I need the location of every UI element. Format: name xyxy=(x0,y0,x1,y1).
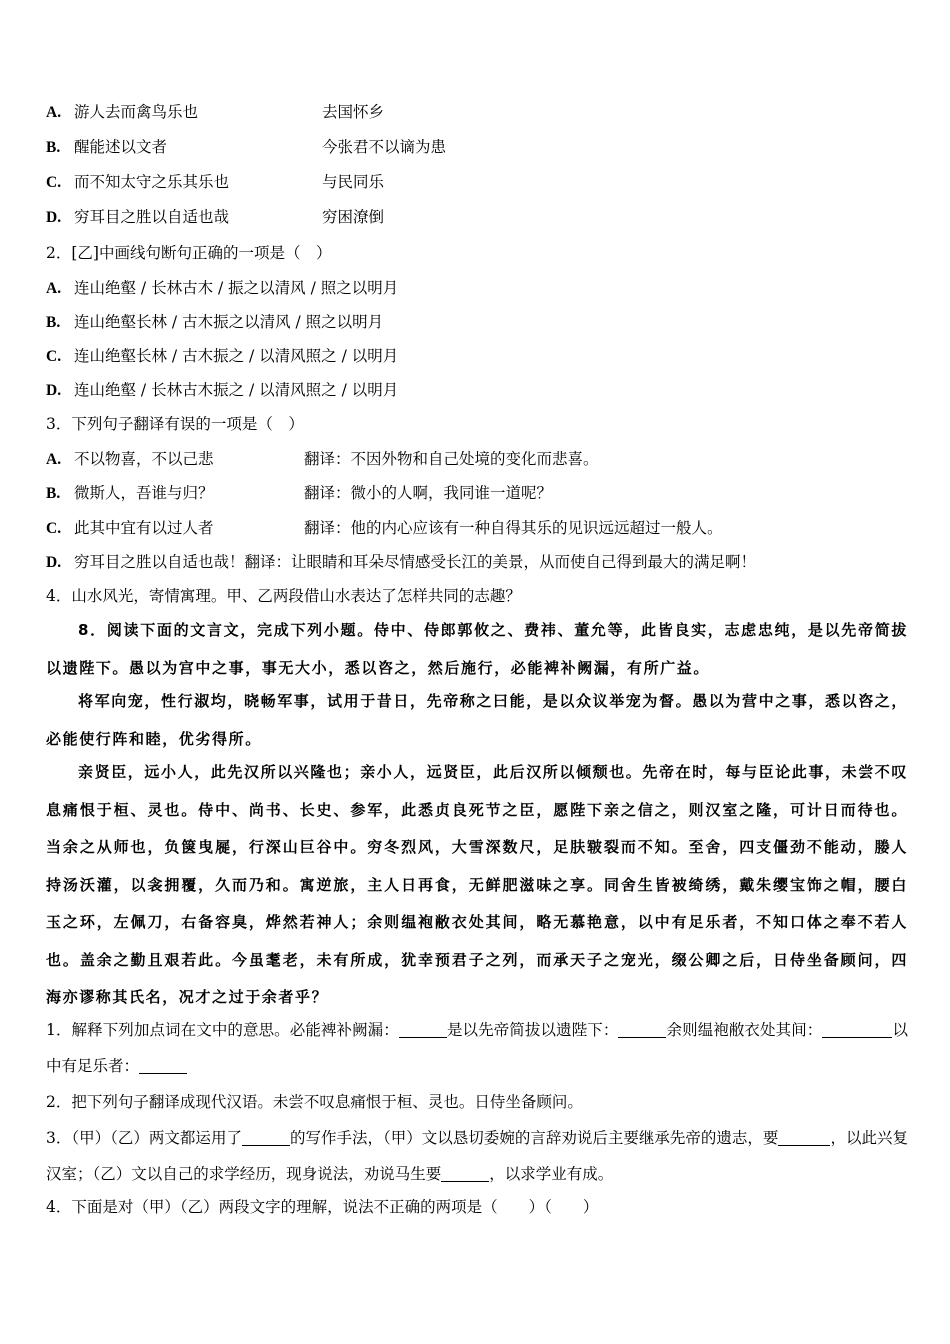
q3-option-a xyxy=(46,448,906,471)
q3-option-d xyxy=(46,551,906,574)
option-label: B. xyxy=(46,485,61,502)
answer-blank[interactable] xyxy=(139,1057,187,1074)
option-left: 游人去而禽鸟乐也 xyxy=(74,103,199,121)
option-label: D. xyxy=(46,209,62,226)
q3-option-c xyxy=(46,517,906,540)
option-label: B. xyxy=(46,139,61,156)
option-label: C. xyxy=(46,520,62,537)
answer-blank[interactable] xyxy=(399,1021,447,1038)
answer-blank[interactable] xyxy=(242,1129,290,1146)
option-label: C. xyxy=(46,174,62,191)
option-label: D. xyxy=(46,554,62,571)
option-text: 连山绝壑 / 长林古木 / 振之以清风 / 照之以明月 xyxy=(74,279,399,297)
option-text: 不以物喜，不以己悲 xyxy=(74,450,214,468)
option-left: 而不知太守之乐其乐也 xyxy=(74,173,230,191)
passage-text: 8．阅读下面的文言文，完成下列小题。侍中、侍郎郭攸之、费祎、董允等，此皆良实，志虑忠纯，是以先帝简拔以遗陛下。愚以为宫中之事，事无大小，悉以咨之，然后施行，必能裨补阙漏，有所广益。 xyxy=(46,621,908,677)
option-label: A. xyxy=(46,104,62,121)
subquestion-text: 1．解释下列加点词在文中的意思。必能裨补阙漏： xyxy=(46,1021,399,1039)
answer-blank[interactable] xyxy=(441,1165,489,1182)
q1-option-a xyxy=(46,101,906,124)
subquestion-4: 4．下面是对（甲）（乙）两段文字的理解，说法不正确的两项是（ ）（ ） xyxy=(46,1198,599,1216)
q2-option-a xyxy=(46,277,906,300)
option-label: D. xyxy=(46,382,62,399)
option-right: 去国怀乡 xyxy=(322,103,385,121)
q1-option-d xyxy=(46,206,906,229)
q3-stem: 3．下列句子翻译有误的一项是（ ） xyxy=(46,415,304,433)
passage-text: 亲贤臣，远小人，此先汉所以兴隆也；亲小人，远贤臣，此后汉所以倾颓也。先帝在时，每与臣论此事，未尝不叹息痛恨于桓、灵也。侍中、尚书、长史、参军，此悉贞良死节之臣，愿陛下亲之信之，则汉室之隆，可计日而待也。当余之从师也，负箧曳屣，行深山巨谷中。穷冬烈风，大雪深数尺，足肤皲裂而不知。至舍，四支僵劲不能动，媵人持汤沃灌，以衾拥覆，久而乃和。寓逆旅，主人日再食，无鲜肥滋味之享。同舍生皆被绮绣，戴朱缨宝饰之帽，腰白玉之环，左佩刀，右备容臭，烨然若神人；余则缊袍敝衣处其间，略无慕艳意，以中有足乐者，不知口体之奉不若人也。盖余之勤且艰若此。今虽耄老，未有所成，犹幸预君子之列，而承天子之宠光，缀公卿之后，日侍坐备顾问，四海亦谬称其氏名，况才之过于余者乎？ xyxy=(46,763,909,1006)
subquestion-text: ，以此兴复汉室；（乙）文以自己的求学经历，现身说法，劝说马生要 xyxy=(46,1129,908,1183)
passage-paragraph-1 xyxy=(46,612,908,687)
passage-paragraph-2 xyxy=(46,683,908,758)
answer-blank[interactable] xyxy=(618,1021,666,1038)
option-text: 连山绝壑长林 / 古木振之 / 以清风照之 / 以明月 xyxy=(74,347,399,365)
option-translation: 翻译：他的内心应该有一种自得其乐的见识远远超过一般人。 xyxy=(304,519,723,537)
answer-blank[interactable] xyxy=(822,1021,892,1038)
q2-stem: 2．[乙]中画线句断句正确的一项是（ ） xyxy=(46,244,332,262)
q4-stem: 4．山水风光，寄情寓理。甲、乙两段借山水表达了怎样共同的志趣？ xyxy=(46,587,521,605)
option-right: 今张君不以谪为患 xyxy=(322,138,447,156)
option-label: C. xyxy=(46,348,62,365)
option-left: 穷耳目之胜以自适也哉 xyxy=(74,208,230,226)
option-right: 穷困潦倒 xyxy=(322,208,385,226)
subquestion-3 xyxy=(46,1120,908,1192)
q1-option-b xyxy=(46,136,906,159)
passage-text: 将军向宠，性行淑均，晓畅军事，试用于昔日，先帝称之曰能，是以众议举宠为督。愚以为营中之事，悉以咨之，必能使行阵和睦，优劣得所。 xyxy=(46,692,909,748)
option-text: 连山绝壑长林 / 古木振之以清风 / 照之以明月 xyxy=(74,313,384,331)
option-text: 连山绝壑 / 长林古木振之 / 以清风照之 / 以明月 xyxy=(74,381,399,399)
option-translation: 翻译：不因外物和自己处境的变化而悲喜。 xyxy=(304,450,599,468)
q2-option-c xyxy=(46,345,906,368)
option-label: A. xyxy=(46,451,62,468)
q2-option-b xyxy=(46,311,906,334)
option-text: 微斯人，吾谁与归？ xyxy=(74,484,214,502)
option-translation: 翻译：微小的人啊，我同谁一道呢？ xyxy=(304,484,553,502)
subquestion-text: 的写作手法，（甲）文以恳切委婉的言辞劝说后主要继承先帝的遗志，要 xyxy=(289,1129,779,1147)
option-label: B. xyxy=(46,314,61,331)
option-label: A. xyxy=(46,280,62,297)
passage-paragraph-3 xyxy=(46,754,908,1017)
subquestion-text: ，以求学业有成。 xyxy=(489,1165,614,1183)
option-text: 穷耳目之胜以自适也哉！翻译：让眼睛和耳朵尽情感受长江的美景，从而使自己得到最大的满足啊！ xyxy=(74,553,757,571)
subquestion-text: 是以先帝简拔以遗陛下： xyxy=(446,1021,619,1039)
subquestion-text: 以中有足乐者： xyxy=(46,1021,908,1075)
option-text: 此其中宜有以过人者 xyxy=(74,519,214,537)
q2-option-d xyxy=(46,379,906,402)
option-right: 与民同乐 xyxy=(322,173,385,191)
answer-blank[interactable] xyxy=(778,1129,830,1146)
subquestion-2: 2．把下列句子翻译成现代汉语。未尝不叹息痛恨于桓、灵也。日侍坐备顾问。 xyxy=(46,1093,583,1111)
subquestion-1 xyxy=(46,1012,908,1084)
subquestion-text: 3．（甲）（乙）两文都运用了 xyxy=(46,1129,242,1147)
subquestion-text: 余则缊袍敝衣处其间： xyxy=(666,1021,823,1039)
q1-option-c xyxy=(46,171,906,194)
option-left: 醒能述以文者 xyxy=(74,138,168,156)
q3-option-b xyxy=(46,482,906,505)
